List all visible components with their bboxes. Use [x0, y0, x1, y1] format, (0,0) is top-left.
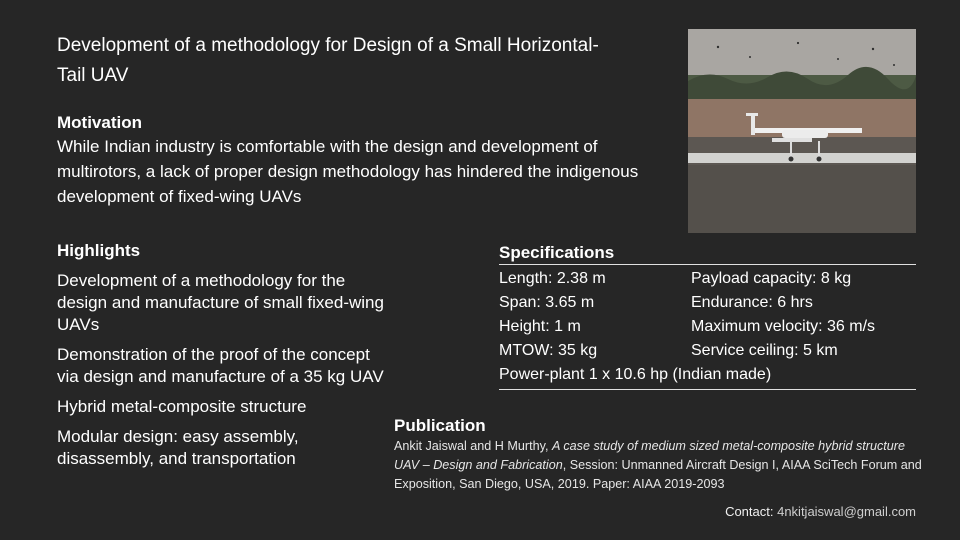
motivation-section	[57, 112, 667, 209]
contact-line	[725, 504, 916, 519]
uav-photo	[688, 29, 916, 233]
contact-email[interactable]: 4nkitjaiswal@gmail.com	[777, 504, 916, 519]
spec-ceiling: Service ceiling: 5 km	[691, 342, 838, 359]
spec-powerplant: Power-plant 1 x 10.6 hp (Indian made)	[499, 366, 772, 383]
spec-table	[499, 267, 916, 363]
specifications-heading: Specifications	[499, 243, 615, 262]
spec-height: Height: 1 m	[499, 318, 581, 335]
publication-section	[394, 415, 924, 494]
publication-heading: Publication	[394, 416, 486, 435]
spec-payload: Payload capacity: 8 kg	[691, 270, 852, 287]
publication-citation	[394, 437, 924, 494]
spec-mtow: MTOW: 35 kg	[499, 342, 598, 359]
spec-velocity: Maximum velocity: 36 m/s	[691, 318, 876, 335]
spec-span: Span: 3.65 m	[499, 294, 595, 311]
contact-label: Contact:	[725, 504, 778, 519]
highlight-item: Hybrid metal-composite structure	[57, 397, 307, 416]
highlights-section	[57, 240, 387, 470]
highlight-item: Demonstration of the proof of the concept via design and manufacture of a 35 kg UAV	[57, 345, 384, 386]
publication-details: , Session: Unmanned Aircraft Design I, AIAA SciTech Forum and Exposition, San Diego, USA, 2019. Paper: AIAA 2019-2093	[394, 458, 922, 491]
highlight-item: Development of a methodology for the design and manufacture of small fixed-wing UAVs	[57, 271, 384, 334]
highlight-item: Modular design: easy assembly, disassembly, and transportation	[57, 427, 299, 468]
slide-title: Development of a methodology for Design of a Small Horizontal-Tail UAV	[57, 35, 599, 86]
motivation-text: While Indian industry is comfortable with the design and development of multirotors, a lack of proper design methodology has hindered the indigenous development of fixed-wing UAVs	[57, 137, 639, 206]
highlights-heading: Highlights	[57, 241, 141, 260]
bottom-rule	[499, 389, 916, 390]
publication-paper-title: A case study of medium sized metal-composite hybrid structure UAV – Design and Fabrication	[394, 439, 905, 472]
motivation-heading: Motivation	[57, 113, 142, 132]
top-rule	[499, 264, 916, 265]
spec-length: Length: 2.38 m	[499, 270, 606, 287]
specifications-section	[499, 242, 916, 390]
publication-authors: Ankit Jaiswal and H Murthy,	[394, 439, 552, 453]
spec-endurance: Endurance: 6 hrs	[691, 294, 813, 311]
